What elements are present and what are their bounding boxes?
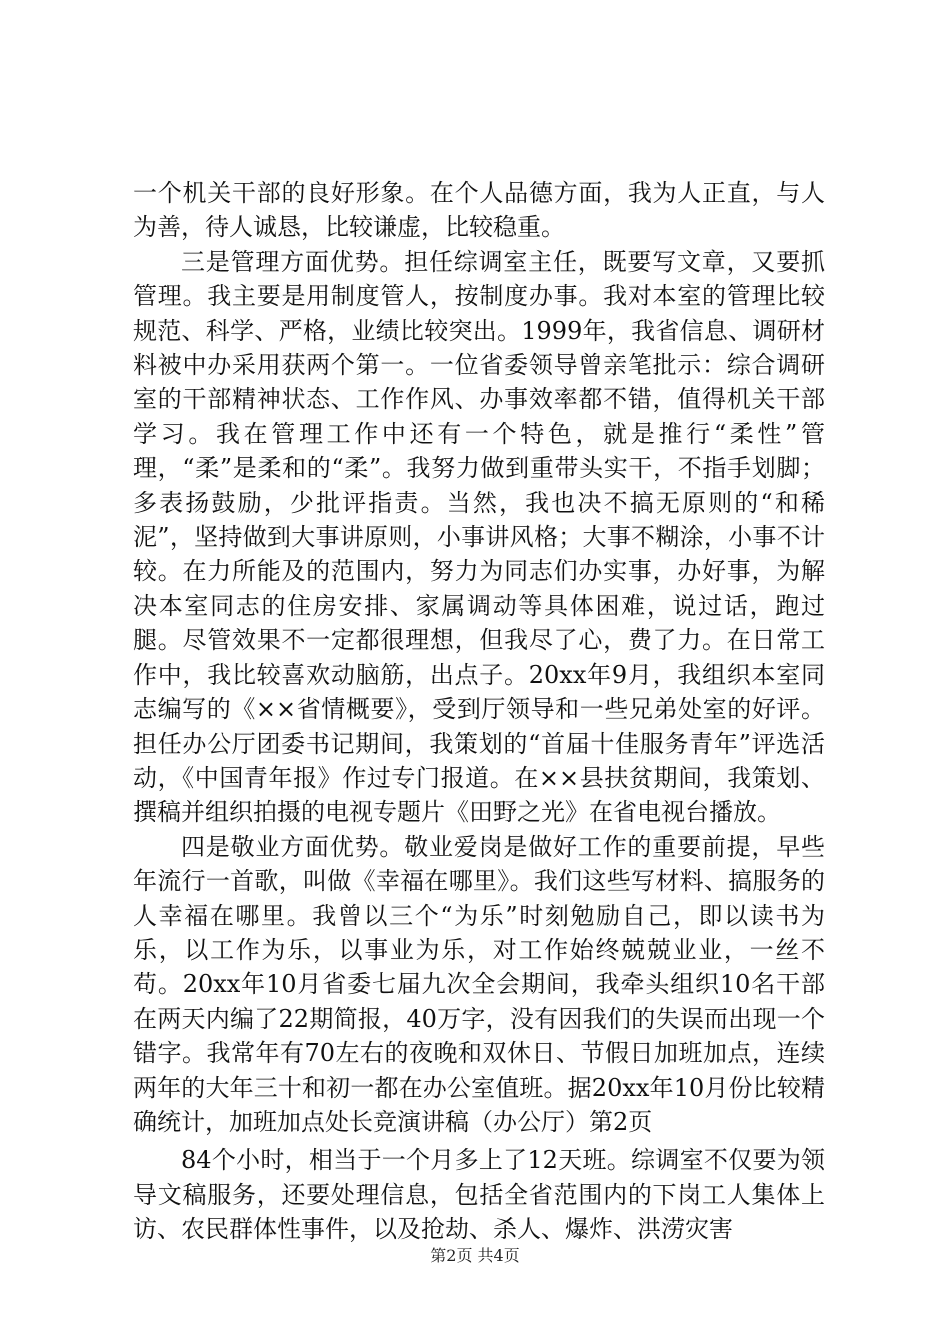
body-text <box>133 176 825 1247</box>
page-footer: 第2页 共4页 <box>430 1246 520 1265</box>
paragraph-1: 一个机关干部的良好形象。在个人品德方面，我为人正直，与人为善，待人诚恳，比较谦虚，比较稳重。 <box>133 179 825 242</box>
paragraph-2: 三是管理方面优势。担任综调室主任，既要写文章，又要抓管理。我主要是用制度管人，按制度办事。我对本室的管理比较规范、科学、严格，业绩比较突出。1999年，我省信息、调研材料被中办采用获两个第一。一位省委领导曾亲笔批示：综合调研室的干部精神状态、工作作风、办事效率都不错，值得机关干部学习。我在管理工作中还有一个特色，就是推行“柔性”管理，“柔”是柔和的“柔”。我努力做到重带头实干，不指手划脚；多表扬鼓励，少批评指责。当然，我也决不搞无原则的“和稀泥”，坚持做到大事讲原则，小事讲风格；大事不糊涂，小事不计较。在力所能及的范围内，努力为同志们办实事，办好事，为解决本室同志的住房安排、家属调动等具体困难，说过话，跑过腿。尽管效果不一定都很理想，但我尽了心，费了力。在日常工作中，我比较喜欢动脑筋，出点子。20xx年9月，我组织本室同志编写的《××省情概要》，受到厅领导和一些兄弟处室的好评。担任办公厅团委书记期间，我策划的“首届十佳服务青年”评选活动，《中国青年报》作过专门报道。在××县扶贫期间，我策划、撰稿并组织拍摄的电视专题片《田野之光》在省电视台播放。 <box>133 247 825 827</box>
paragraph-3: 四是敬业方面优势。敬业爱岗是做好工作的重要前提，早些年流行一首歌，叫做《幸福在哪里》。我们这些写材料、搞服务的人幸福在哪里。我曾以三个“为乐”时刻勉励自己，即以读书为乐，以工作为乐，以事业为乐，对工作始终兢兢业业，一丝不苟。20xx年10月省委七届九次全会期间，我牵头组织10名干部在两天内编了22期简报，40万字，没有因我们的失误而出现一个错字。我常年有70左右的夜晚和双休日、节假日加班加点，连续两年的大年三十和初一都在办公室值班。据20xx年10月份比较精确统计，加班加点处长竞演讲稿（办公厅）第2页 <box>133 832 825 1136</box>
paragraph-4: 84个小时，相当于一个月多上了12天班。综调室不仅要为领导文稿服务，还要处理信息，包括全省范围内的下岗工人集体上访、农民群体性事件，以及抢劫、杀人、爆炸、洪涝灾害 <box>133 1146 825 1244</box>
